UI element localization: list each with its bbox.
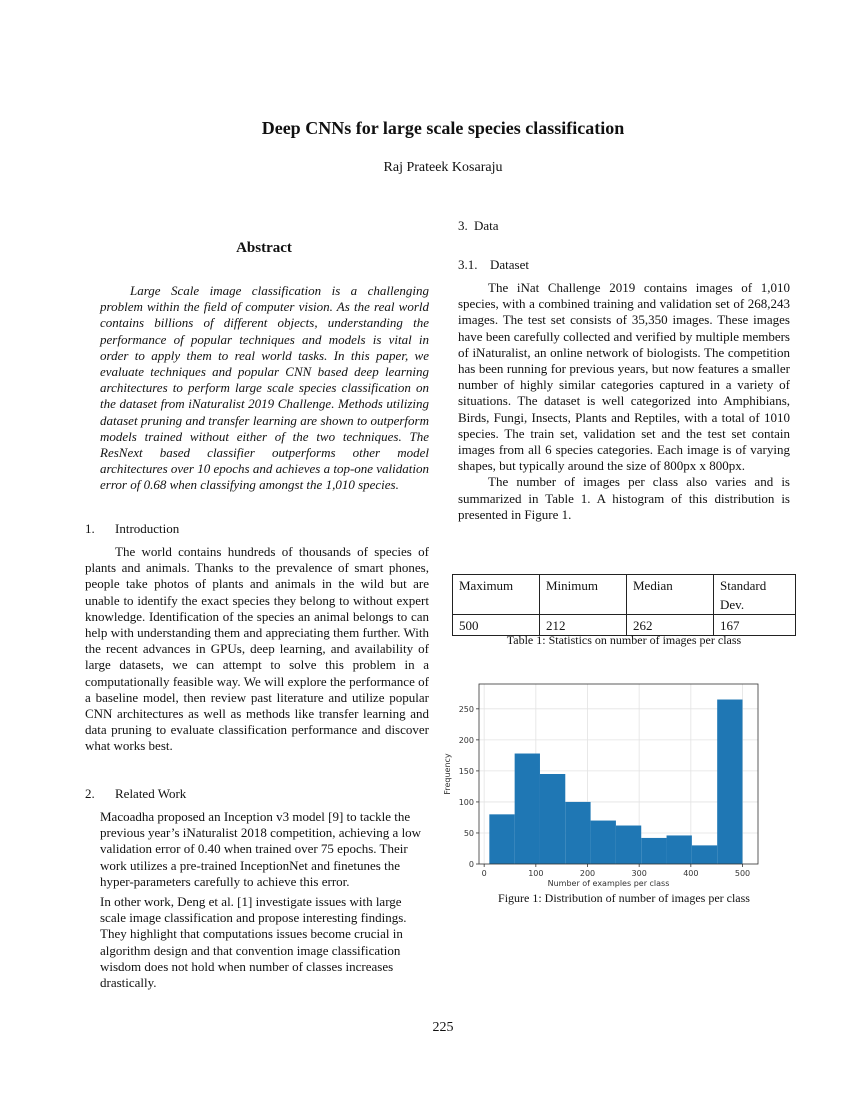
table-caption: Table 1: Statistics on number of images per class — [506, 633, 742, 647]
table-header-cell: Maximum — [453, 575, 540, 615]
table-header-cell: Minimum — [540, 575, 627, 615]
data-number: 3. — [458, 218, 468, 233]
y-tick-label: 0 — [468, 860, 474, 869]
dataset-para-1: The iNat Challenge 2019 contains images of 1,010 species, with a combined training and validation set of 268,243 images. The test set consists of 35,350 images. These images have been carefully collected and verified by multiple members of iNaturalist, an online network of biologists. The competition has been running for previous years, but now features a smaller number of highly similar categories captured in a variety of situations. The dataset is well categorized into Amphibians, Birds, Fungi, Insects, Plants and Reptiles, with a total of 1010 species. The train set, validation set and the test set contain images from all 6 species categories. Each image is of varying shapes, but typically around the size of 800px x 800px. — [458, 280, 790, 474]
histogram-bar — [641, 838, 666, 864]
histogram-bar — [565, 802, 590, 864]
y-tick-label: 250 — [458, 704, 474, 714]
y-tick-label: 200 — [458, 735, 474, 745]
table-cell: 500 — [453, 615, 540, 636]
histogram-bar — [667, 835, 692, 864]
y-tick-label: 150 — [458, 766, 474, 776]
abstract-heading: Abstract — [236, 240, 292, 256]
data-title: Data — [474, 218, 499, 233]
histogram-bar — [515, 754, 540, 864]
data-heading — [458, 218, 499, 234]
dataset-number: 3.1. — [458, 257, 478, 272]
table-header-cell: Median — [627, 575, 714, 615]
table-cell: 212 — [540, 615, 627, 636]
x-tick-label: 0 — [481, 869, 487, 878]
histogram-bar — [717, 700, 742, 864]
histogram-bar — [591, 821, 616, 864]
related-work-para-1: Macoadha proposed an Inception v3 model [9] to tackle the previous year’s iNaturalist 2018 competition, achieving a low validation error of 0.40 when trained over 75 epochs. Their work utilizes a pre-trained InceptionNet and finetunes the hyper-parameters carefully to achieve this error. — [100, 809, 422, 889]
table-cell: 167 — [714, 615, 796, 636]
abstract-text: Large Scale image classification is a challenging problem within the field of computer vision. As the real world contains billions of different objects, understanding the performance of popular techniques and models is vital in order to apply them to real world tasks. In this paper, we evaluate techniques and popular CNN based deep learning architectures to perform large scale species classification on the dataset from iNaturalist 2019 Challenge. Methods utilizing dataset pruning and transfer learning are shown to outperform models trained without either of the two techniques. The ResNext based classifier outperforms other model architectures over 10 epochs and achieves a top-one validation error of 0.68 when classifying amongst the 1,010 species. — [100, 283, 430, 493]
intro-text: The world contains hundreds of thousands of species of plants and animals. Thanks to the prevalence of smart phones, people take photos of plants and animals in the wild but are unable to identify the exact species they belong to without expert knowledge. Identification of the species an animal belongs to can help with understanding them and appreciating them further. With the recent advances in GPUs, deep learning, and availability of large datasets, we can attempt to solve this problem in a computationally feasible way. We will explore the performance of a baseline model, then review past literature and utilize popular CNN architectures as well as methods like transfer learning and data pruning to evaluate classification performance and discover what works best. — [85, 544, 429, 754]
y-axis-label: Frequency — [443, 753, 452, 795]
figure-caption: Figure 1: Distribution of number of images per class — [498, 891, 750, 905]
page-number: 225 — [432, 1020, 454, 1035]
x-tick-label: 200 — [579, 869, 596, 878]
table-cell: 262 — [627, 615, 714, 636]
dataset-body — [458, 280, 790, 523]
abstract-body — [100, 283, 429, 494]
histogram-bar — [489, 814, 514, 864]
intro-body — [85, 544, 429, 755]
paper-title: Deep CNNs for large scale species classification — [261, 118, 625, 138]
y-tick-label: 50 — [463, 828, 474, 838]
histogram-bar — [616, 826, 641, 864]
x-tick-label: 400 — [683, 869, 699, 878]
y-tick-label: 100 — [458, 797, 474, 807]
table-header-cell: Standard Dev. — [714, 575, 796, 615]
x-tick-label: 100 — [528, 869, 544, 878]
histogram-bar — [692, 845, 717, 864]
related-work-para-2: In other work, Deng et al. [1] investigate issues with large scale image classification and propose interesting findings. They highlight that computations issues become crucial in algorithm design and that convention image classification wisdom does not hold when number of classes increases drastically. — [100, 894, 407, 991]
intro-heading — [85, 521, 179, 537]
table-header-row — [453, 575, 796, 615]
related-work-title: Related Work — [115, 786, 187, 801]
related-work-body — [100, 809, 430, 991]
x-tick-label: 300 — [631, 869, 647, 878]
paper-author: Raj Prateek Kosaraju — [383, 160, 503, 175]
x-tick-label: 500 — [734, 869, 751, 878]
histogram-bar — [540, 774, 565, 864]
dataset-heading — [458, 257, 529, 273]
histogram-chart — [438, 676, 768, 896]
x-axis-label: Number of examples per class — [547, 879, 670, 888]
dataset-para-2: The number of images per class also varies and is summarized in Table 1. A histogram of this distribution is presented in Figure 1. — [458, 474, 790, 522]
related-work-heading — [85, 786, 186, 802]
intro-number: 1. — [85, 521, 95, 536]
dataset-title: Dataset — [490, 257, 529, 272]
related-work-number: 2. — [85, 786, 95, 801]
intro-title: Introduction — [115, 521, 180, 536]
stats-table — [452, 574, 796, 636]
